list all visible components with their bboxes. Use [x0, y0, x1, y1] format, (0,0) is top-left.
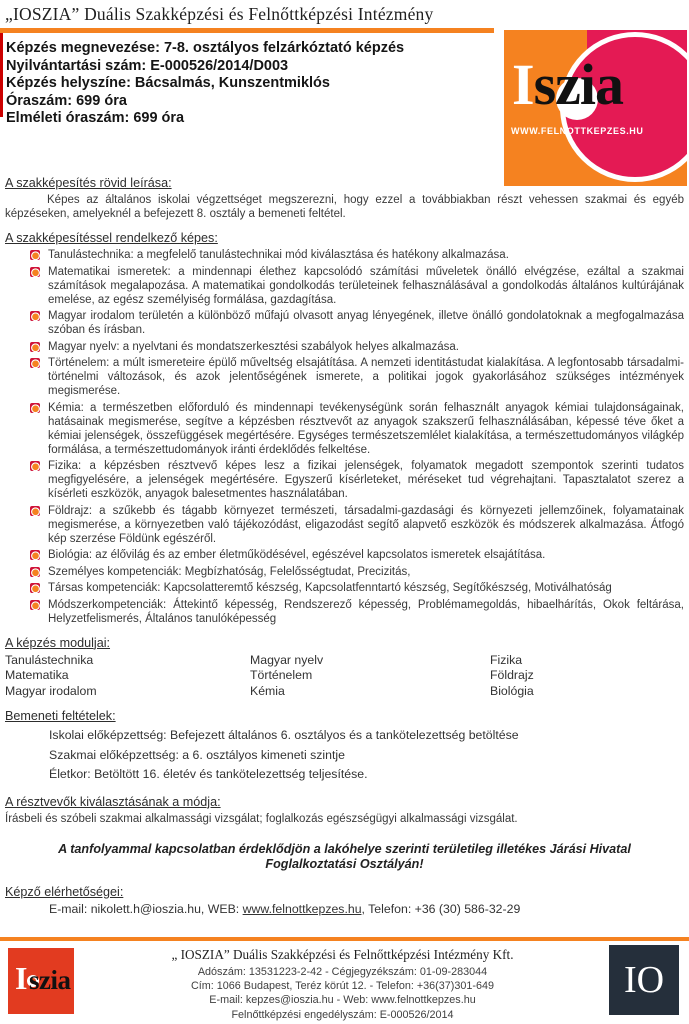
footer-address-line: Cím: 1066 Budapest, Teréz körút 12. - Telefon: +36(37)301-649: [190, 980, 494, 993]
document-footer: [0, 933, 689, 1024]
footer-io-logo-text: IO: [623, 959, 665, 1001]
course-info-line: Óraszám: 699 óra: [6, 92, 127, 109]
footer-email-web-line: E-mail: kepzes@ioszia.hu - Web: www.felnottkepzes.hu: [209, 994, 476, 1007]
list-item-text: Fizika: a képzésben résztvevő képes lesz a fizikai jelenségek, folyamatok megadott szempontok szerinti tudatos megfigyelésére, a jelenségek megértésére. Egyszerű kísérleteket, méréseket tud végrehajtani. Tapasztalatot szerez a kísérleti eszközök, anyagok balesetmentes használatában.: [48, 460, 684, 500]
module-name: Tanulástechnika: [5, 652, 94, 667]
contact-email-label: E-mail:: [49, 901, 91, 916]
module-name: Magyar irodalom: [5, 683, 97, 698]
entry-requirement: Szakmai előképzettség: a 6. osztályos kimeneti szintje: [49, 747, 345, 762]
list-item: [5, 248, 684, 262]
ioszia-bullet-icon: [30, 342, 40, 352]
info-box-left-border: [0, 33, 3, 117]
contact-phone: +36 (30) 586-32-29: [414, 901, 521, 916]
ioszia-bullet-icon: [30, 461, 40, 471]
contact-email: nikolett.h@ioszia.hu: [90, 901, 201, 916]
section-description-heading: A szakképesítés rövid leírása:: [5, 176, 172, 190]
header-underline: [0, 28, 494, 33]
list-item: [5, 309, 684, 337]
ioszia-bullet-icon: [30, 567, 40, 577]
section-description-body: Képes az általános iskolai végzettséget megszerezni, hogy ezzel a továbbiakban részt vehessen szakmai és egyéb képzéseken, amelyeknél a befejezett 8. osztály a bemeneti feltétel.: [5, 194, 684, 220]
list-item-text: Történelem: a múlt ismereteire épülő műveltség elsajátítása. A nemzeti identitástudat kialakítása. A legfontosabb társadalmi-történelmi változások, és azok jelentőségének ismerete, a politikai jogok gyakorlásához szükséges intézmények megismerése.: [48, 357, 684, 397]
list-item: [5, 401, 684, 457]
section-contact-heading: Képző elérhetőségei:: [5, 884, 124, 899]
contact-line: [5, 902, 684, 916]
list-item-text: Társas kompetenciák: Kapcsolatteremtő készség, Kapcsolatfenntartó készség, Segítőkészség, Motiválhatóság: [48, 582, 612, 594]
list-item: [5, 581, 684, 595]
section-modules-heading: A képzés moduljai:: [5, 635, 111, 650]
entry-requirements-list: [5, 726, 684, 785]
ioszia-bullet-icon: [30, 358, 40, 368]
logo-letter-i: I: [512, 52, 534, 117]
course-info-line: Elméleti óraszám: 699 óra: [6, 110, 185, 127]
section-competences: [5, 231, 684, 626]
section-entry-heading: Bemeneti feltételek:: [5, 709, 116, 724]
module-name: Magyar nyelv: [250, 652, 324, 667]
course-notice: A tanfolyammal kapcsolatban érdeklődjön a lakóhelye szerinti területileg illetékes Járási Hivatal Foglalkoztatási Osztályán!: [58, 841, 631, 872]
section-competences-heading: A szakképesítéssel rendelkező képes:: [5, 231, 218, 245]
ioszia-bullet-icon: [30, 311, 40, 321]
list-item-text: Magyar nyelv: a nyelvtani és mondatszerkesztési szabályok helyes alkalmazása.: [48, 340, 459, 353]
list-item-text: Személyes kompetenciák: Megbízhatóság, Felelősségtudat, Precizitás,: [48, 565, 411, 578]
ioszia-bullet-icon: [30, 250, 40, 260]
list-item: [5, 565, 684, 579]
footer-logo-letters-szia: szia: [29, 965, 71, 995]
list-item: [5, 265, 684, 307]
footer-tax-line: Adószám: 13531223-2-42 - Cégjegyzékszám: 01-09-283044: [197, 966, 488, 978]
module-name: Fizika: [490, 652, 523, 667]
list-item: [5, 459, 684, 501]
footer-permit-line: Felnőttképzési engedélyszám: E-000526/2014: [231, 1008, 454, 1021]
list-item: [5, 504, 684, 546]
section-contact: [5, 885, 684, 916]
document-header: [0, 0, 689, 172]
section-modules: [5, 636, 684, 700]
ioszia-logo: [504, 30, 687, 186]
module-name: Történelem: [250, 668, 313, 683]
list-item: [5, 340, 684, 354]
footer-logo-letter-i: I: [15, 960, 28, 996]
contact-web-link[interactable]: www.felnottkepzes.hu,: [242, 901, 365, 916]
logo-website-text: WWW.FELNOTTKEPZES.HU: [511, 126, 644, 136]
footer-company-name: „ IOSZIA” Duális Szakképzési és Felnőttképzési Intézmény Kft.: [171, 947, 514, 962]
list-item-text: Magyar irodalom területén a különböző műfajú olvasott anyag lényegének, illetve önálló gondolatoknak a megfogalmazása szóban és írásban.: [48, 310, 684, 336]
list-item-text: Módszerkompetenciák: Áttekintő képesség, Rendszerező képesség, Problémamegoldás, hibaelhárítás, Okok feltárása, Helyzetfelismerés, Általános tanulóképesség: [48, 598, 684, 625]
module-name: Földrajz: [490, 668, 534, 683]
ioszia-bullet-icon: [30, 600, 40, 610]
list-item: [5, 548, 684, 562]
modules-grid: [5, 653, 684, 700]
footer-orange-rule: [0, 937, 689, 941]
ioszia-bullet-icon: [30, 403, 40, 413]
list-item-text: Földrajz: a szűkebb és tágabb környezet természeti, társadalmi-gazdasági és környezeti jellemzőinek, folyamatainak megismerése, a környezetben való tájékozódást, eligazodást segítő alapvető eszközök és módszerek alkalmazása. Átfogó kép szerzése Földünk egészéről.: [48, 504, 684, 545]
contact-web-label: , WEB:: [200, 901, 243, 916]
document-body: [0, 172, 689, 916]
ioszia-bullet-icon: [30, 550, 40, 560]
module-name: Kémia: [250, 683, 285, 698]
section-selection-body: Írásbeli és szóbeli szakmai alkalmassági vizsgálat; foglalkozás egészségügyi alkalmassági vizsgálat.: [5, 812, 518, 825]
module-name: Biológia: [490, 683, 534, 698]
entry-requirement: Iskolai előképzettség: Befejezett általános 6. osztályos és a tankötelezettség betöltése: [49, 728, 519, 743]
ioszia-bullet-icon: [30, 583, 40, 593]
course-info-line: Képzés helyszíne: Bácsalmás, Kunszentmiklós: [6, 75, 330, 92]
module-name: Matematika: [5, 668, 69, 683]
footer-ioszia-logo: [8, 948, 74, 1014]
logo-letters-szia: szia: [533, 52, 624, 117]
footer-io-logo: [609, 945, 679, 1015]
contact-phone-label: Telefon:: [364, 901, 415, 916]
course-info-line: Nyilvántartási szám: E-000526/2014/D003: [6, 57, 289, 74]
list-item-text: Tanulástechnika: a megfelelő tanulástechnikai mód kiválasztása és hatékony alkalmazása.: [48, 249, 509, 261]
list-item-text: Kémia: a természetben előforduló és mindennapi tevékenységünk során felhasznált anyagok kémiai tulajdonságainak, hatásainak megismerése, segítve a képzésben résztvevőt az anyagok szakszerű felhasználásában, képessé téve őket a kémiai jelenségek, összefüggések megértésére. Egységes természetszemlélet kialakítása, a természettudományos világkép formálása, a természettudományok iránti érdeklődés felkeltése.: [48, 401, 684, 456]
competences-list: [5, 248, 684, 626]
course-info-box: [6, 40, 476, 128]
list-item-text: Matematikai ismeretek: a mindennapi élethez kapcsolódó számítási műveletek önálló elvégzése, ezáltal a szakmai számítások megalapozása. A matematikai gondolkodás területeinek felhasználásával a gondolkodás általános kultúrájának emelése, az egész személyiség formálása, gazdagítása.: [48, 265, 684, 306]
course-info-line: Képzés megnevezése: 7-8. osztályos felzárkóztató képzés: [6, 40, 405, 56]
footer-contact-block: [90, 947, 595, 1022]
list-item: [5, 598, 684, 626]
logo-wordmark: [512, 52, 624, 117]
list-item: [5, 356, 684, 398]
list-item-text: Biológia: az élővilág és az ember életműködésével, egészével kapcsolatos ismeretek elsajátítása.: [48, 549, 546, 561]
ioszia-bullet-icon: [30, 267, 40, 277]
ioszia-bullet-icon: [30, 506, 40, 516]
page-title: „IOSZIA” Duális Szakképzési és Felnőttképzési Intézmény: [5, 4, 434, 24]
section-entry-requirements: [5, 709, 684, 785]
section-selection: [5, 795, 684, 826]
entry-requirement: Életkor: Betöltött 16. életév és tankötelezettség teljesítése.: [49, 767, 368, 782]
section-selection-heading: A résztvevők kiválasztásának a módja:: [5, 794, 221, 809]
